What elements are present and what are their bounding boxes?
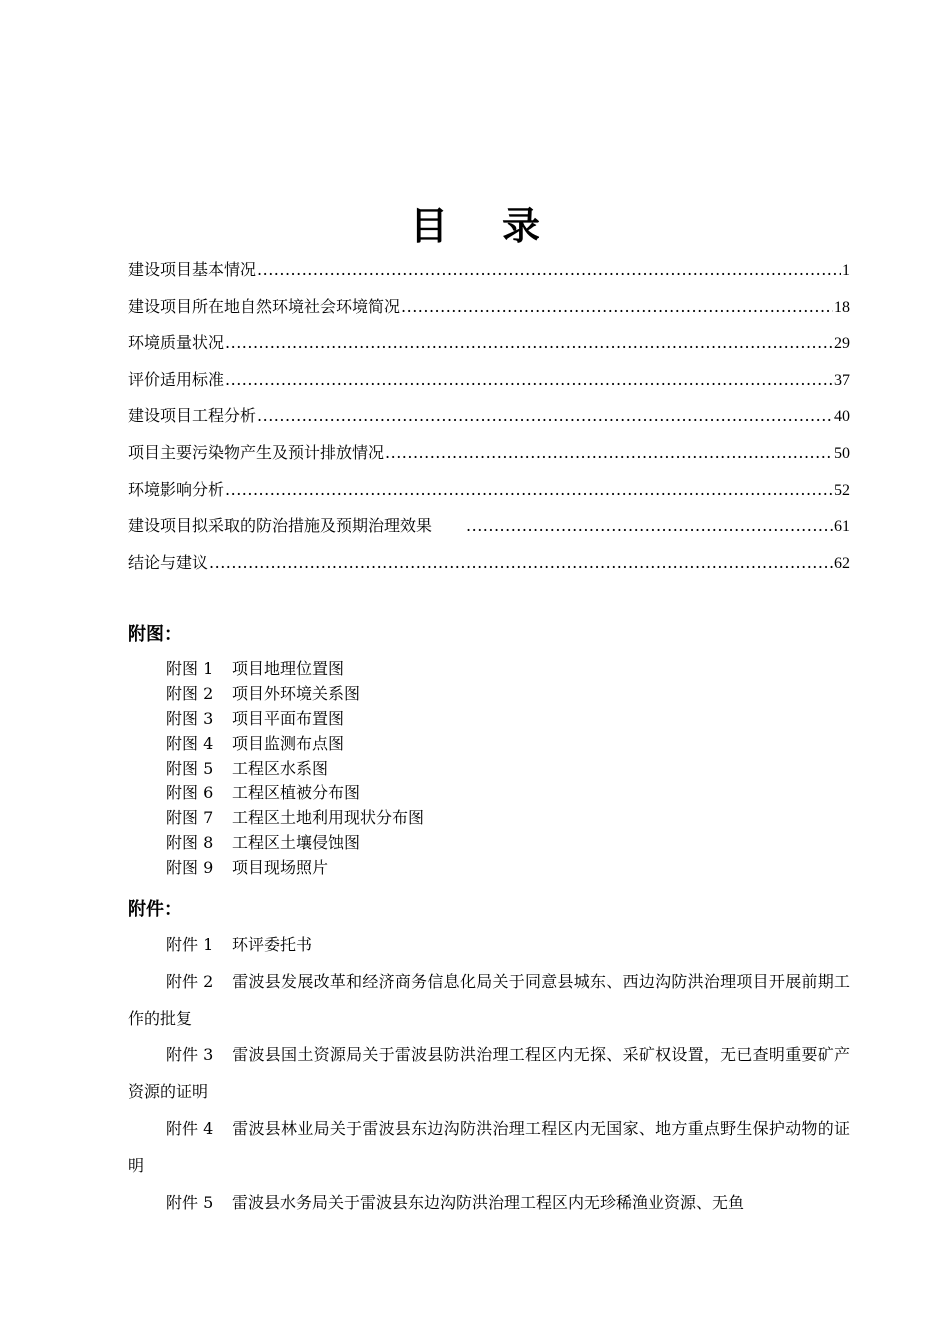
toc-leader-dots (385, 439, 833, 467)
toc-page-number: 18 (834, 298, 850, 316)
list-item (166, 681, 424, 706)
figure-number: 附图 5 (166, 758, 214, 778)
toc-page-number: 62 (834, 554, 850, 572)
toc-entry[interactable] (128, 512, 850, 549)
toc-entry-title: 环境质量状况 (128, 333, 225, 353)
figure-number: 附图 8 (166, 833, 214, 853)
toc-entry-title: 项目主要污染物产生及预计排放情况 (128, 442, 385, 462)
attachment-name: 雷波县国土资源局关于雷波县防洪治理工程区内无探、采矿权设置，无已查明重要矿产资源的证明 (128, 1045, 850, 1102)
figure-name: 项目平面布置图 (232, 708, 345, 728)
table-of-contents (128, 256, 850, 585)
toc-leader-dots (225, 329, 833, 357)
list-item (128, 927, 850, 964)
attachment-number: 附件 2 (166, 971, 214, 991)
figure-name: 项目现场照片 (232, 858, 329, 878)
toc-entry[interactable] (128, 476, 850, 513)
toc-entry[interactable] (128, 439, 850, 476)
toc-page-number: 52 (834, 481, 850, 499)
toc-page-number: 29 (834, 335, 850, 353)
list-item (166, 706, 424, 731)
attachment-name: 雷波县水务局关于雷波县东边沟防洪治理工程区内无珍稀渔业资源、无鱼 (232, 1192, 745, 1212)
list-item (128, 1185, 850, 1222)
list-item (166, 830, 424, 855)
list-item (166, 731, 424, 756)
toc-leader-dots (225, 366, 833, 394)
attachment-number: 附件 1 (166, 935, 214, 954)
list-item (128, 1037, 850, 1111)
figure-number: 附图 1 (166, 659, 214, 678)
toc-entry[interactable] (128, 329, 850, 366)
list-item (166, 805, 424, 830)
figure-number: 附图 9 (166, 858, 214, 878)
figures-list (166, 656, 424, 880)
toc-entry[interactable] (128, 549, 850, 586)
figure-name: 项目监测布点图 (232, 733, 345, 753)
figure-name: 工程区植被分布图 (232, 783, 361, 803)
toc-entry-title: 建设项目所在地自然环境社会环境简况 (128, 296, 401, 316)
toc-leader-dots (401, 293, 833, 321)
toc-entry[interactable] (128, 366, 850, 403)
figure-number: 附图 6 (166, 783, 214, 803)
figure-number: 附图 3 (166, 708, 214, 728)
title-char-2: 录 (502, 203, 541, 249)
list-item (166, 656, 424, 681)
toc-entry[interactable] (128, 402, 850, 439)
list-item (166, 855, 424, 880)
figure-name: 项目外环境关系图 (232, 683, 361, 703)
toc-page-number: 61 (834, 518, 850, 536)
toc-leader-dots (257, 402, 833, 430)
list-item (128, 1111, 850, 1185)
figure-number: 附图 7 (166, 808, 214, 828)
toc-leader-dots (466, 512, 833, 540)
figure-number: 附图 4 (166, 733, 214, 753)
toc-entry-title: 评价适用标准 (128, 369, 225, 389)
figures-heading: 附图： (128, 624, 182, 645)
attachment-name: 雷波县发展改革和经济商务信息化局关于同意县城东、西边沟防洪治理项目开展前期工作的批复 (128, 971, 850, 1028)
attachment-name: 环评委托书 (232, 935, 313, 954)
toc-entry-title: 结论与建议 (128, 552, 209, 572)
attachments-list (128, 927, 850, 1221)
list-item (166, 780, 424, 805)
toc-page-number: 40 (834, 408, 850, 426)
attachment-name: 雷波县林业局关于雷波县东边沟防洪治理工程区内无国家、地方重点野生保护动物的证明 (128, 1118, 850, 1175)
toc-entry-title: 建设项目基本情况 (128, 260, 257, 279)
toc-entry-title: 建设项目工程分析 (128, 406, 257, 426)
list-item (128, 964, 850, 1038)
toc-entry[interactable] (128, 256, 850, 293)
toc-page-number: 50 (834, 444, 850, 462)
page-title (0, 195, 950, 250)
toc-entry[interactable] (128, 293, 850, 330)
figure-name: 工程区土壤侵蚀图 (232, 833, 361, 853)
toc-page-number: 37 (834, 371, 850, 389)
figure-number: 附图 2 (166, 683, 214, 703)
title-char-1: 目 (409, 203, 448, 249)
list-item (166, 756, 424, 781)
toc-page-number: 1 (842, 262, 850, 279)
attachment-number: 附件 4 (166, 1118, 214, 1138)
toc-entry-title: 环境影响分析 (128, 479, 225, 499)
figure-name: 工程区水系图 (232, 758, 329, 778)
toc-leader-dots (225, 476, 833, 504)
attachments-heading: 附件： (128, 899, 182, 920)
toc-entry-title: 建设项目拟采取的防治措施及预期治理效果 (128, 516, 449, 536)
attachment-number: 附件 3 (166, 1045, 214, 1065)
toc-leader-dots (257, 256, 841, 284)
attachment-number: 附件 5 (166, 1192, 214, 1212)
figure-name: 工程区土地利用现状分布图 (232, 808, 425, 828)
toc-leader-dots (209, 549, 833, 577)
figure-name: 项目地理位置图 (232, 659, 345, 678)
